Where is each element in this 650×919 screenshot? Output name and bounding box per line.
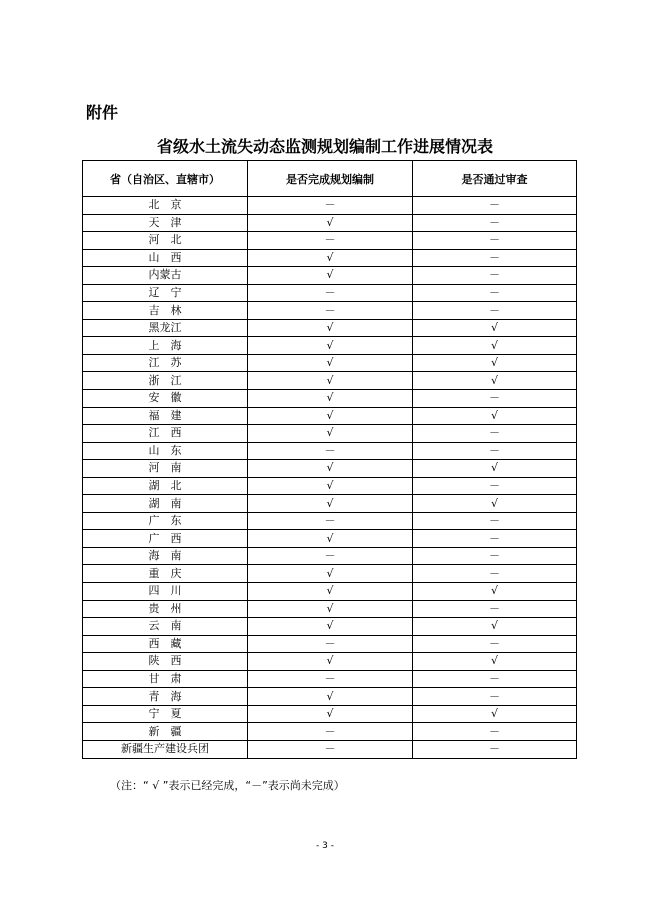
province-cell: 西 藏 [83,635,248,653]
plan-status-cell: √ [248,530,413,548]
province-cell: 辽 宁 [83,284,248,302]
review-status-cell: √ [413,372,577,390]
plan-status-cell: √ [248,618,413,636]
plan-status-cell: √ [248,267,413,285]
review-status-cell: √ [413,618,577,636]
province-cell: 江 西 [83,425,248,443]
review-status-cell: － [413,267,577,285]
plan-status-cell: － [248,197,413,215]
plan-status-cell: － [248,302,413,320]
plan-status-cell: √ [248,354,413,372]
plan-status-cell: √ [248,477,413,495]
plan-status-cell: √ [248,705,413,723]
province-cell: 山 东 [83,442,248,460]
plan-status-cell: √ [248,565,413,583]
review-status-cell: － [413,600,577,618]
province-cell: 重 庆 [83,565,248,583]
plan-status-cell: √ [248,688,413,706]
plan-status-cell: √ [248,390,413,408]
table-row [83,214,577,232]
header-review-passed: 是否通过审查 [413,161,577,197]
table-row [83,302,577,320]
table-row [83,197,577,215]
province-cell: 湖 北 [83,477,248,495]
page-title: 省级水土流失动态监测规划编制工作进展情况表 [156,137,493,156]
progress-table [82,160,577,759]
table-row [83,723,577,741]
province-cell: 福 建 [83,407,248,425]
province-cell: 上 海 [83,337,248,355]
review-status-cell: － [413,232,577,250]
province-cell: 河 北 [83,232,248,250]
province-cell: 广 东 [83,512,248,530]
table-row [83,425,577,443]
plan-status-cell: √ [248,249,413,267]
table-row [83,530,577,548]
table-row [83,705,577,723]
province-cell: 甘 肃 [83,670,248,688]
table-note: （注：“ √ ”表示已经完成，“－”表示尚未完成） [110,779,345,792]
province-cell: 陕 西 [83,653,248,671]
plan-status-cell: √ [248,425,413,443]
review-status-cell: － [413,425,577,443]
plan-status-cell: － [248,547,413,565]
review-status-cell: √ [413,705,577,723]
table-body [83,197,577,759]
table-row [83,442,577,460]
review-status-cell: － [413,740,577,758]
province-cell: 黑龙江 [83,319,248,337]
plan-status-cell: － [248,512,413,530]
review-status-cell: √ [413,319,577,337]
province-cell: 广 西 [83,530,248,548]
province-cell: 江 苏 [83,354,248,372]
province-cell: 云 南 [83,618,248,636]
province-cell: 海 南 [83,547,248,565]
review-status-cell: － [413,565,577,583]
province-cell: 青 海 [83,688,248,706]
plan-status-cell: √ [248,319,413,337]
province-cell: 新疆生产建设兵团 [83,740,248,758]
plan-status-cell: √ [248,214,413,232]
review-status-cell: － [413,688,577,706]
table-row [83,319,577,337]
review-status-cell: － [413,477,577,495]
table-row [83,267,577,285]
table-row [83,618,577,636]
province-cell: 吉 林 [83,302,248,320]
plan-status-cell: √ [248,460,413,478]
table-row [83,337,577,355]
table-row [83,740,577,758]
province-cell: 天 津 [83,214,248,232]
review-status-cell: √ [413,583,577,601]
table-header-row [83,161,577,197]
plan-status-cell: － [248,284,413,302]
plan-status-cell: √ [248,600,413,618]
plan-status-cell: √ [248,372,413,390]
table-row [83,547,577,565]
table-row [83,354,577,372]
plan-status-cell: √ [248,407,413,425]
plan-status-cell: √ [248,583,413,601]
review-status-cell: － [413,197,577,215]
plan-status-cell: － [248,635,413,653]
table-row [83,495,577,513]
province-cell: 山 西 [83,249,248,267]
header-plan-completed: 是否完成规划编制 [248,161,413,197]
review-status-cell: － [413,512,577,530]
review-status-cell: － [413,249,577,267]
province-cell: 安 徽 [83,390,248,408]
province-cell: 北 京 [83,197,248,215]
plan-status-cell: － [248,670,413,688]
review-status-cell: － [413,214,577,232]
review-status-cell: √ [413,495,577,513]
province-cell: 四 川 [83,583,248,601]
table-row [83,232,577,250]
review-status-cell: － [413,284,577,302]
table-row [83,460,577,478]
province-cell: 新 疆 [83,723,248,741]
review-status-cell: √ [413,337,577,355]
review-status-cell: － [413,547,577,565]
attachment-label: 附件 [86,103,119,122]
review-status-cell: － [413,442,577,460]
province-cell: 内蒙古 [83,267,248,285]
review-status-cell: √ [413,407,577,425]
table-row [83,477,577,495]
table-row [83,670,577,688]
review-status-cell: － [413,723,577,741]
province-cell: 浙 江 [83,372,248,390]
review-status-cell: － [413,670,577,688]
table-row [83,583,577,601]
plan-status-cell: √ [248,495,413,513]
review-status-cell: √ [413,460,577,478]
plan-status-cell: － [248,723,413,741]
table-row [83,249,577,267]
review-status-cell: √ [413,354,577,372]
plan-status-cell: √ [248,337,413,355]
page-number: - 3 - [316,841,334,851]
table-row [83,407,577,425]
review-status-cell: √ [413,653,577,671]
plan-status-cell: √ [248,653,413,671]
table-row [83,512,577,530]
table-row [83,688,577,706]
review-status-cell: － [413,302,577,320]
province-cell: 贵 州 [83,600,248,618]
table-row [83,635,577,653]
province-cell: 宁 夏 [83,705,248,723]
table-row [83,653,577,671]
table-row [83,565,577,583]
plan-status-cell: － [248,442,413,460]
table-row [83,600,577,618]
table-row [83,372,577,390]
review-status-cell: － [413,635,577,653]
plan-status-cell: － [248,232,413,250]
province-cell: 湖 南 [83,495,248,513]
header-province: 省（自治区、直辖市） [83,161,248,197]
review-status-cell: － [413,530,577,548]
province-cell: 河 南 [83,460,248,478]
plan-status-cell: － [248,740,413,758]
table-row [83,390,577,408]
review-status-cell: － [413,390,577,408]
table-row [83,284,577,302]
